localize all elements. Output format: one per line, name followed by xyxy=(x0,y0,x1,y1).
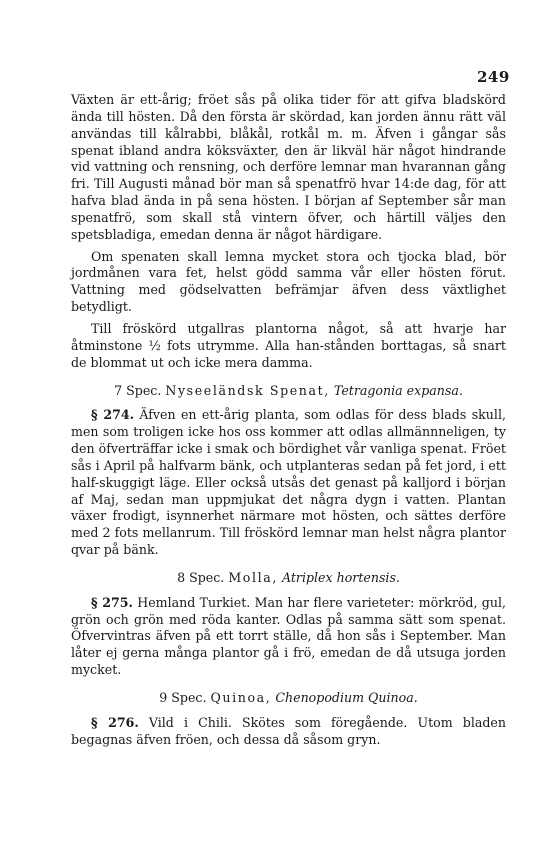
paragraph-274 xyxy=(71,407,506,559)
species-number: 8 Spec. xyxy=(177,569,225,585)
page-body xyxy=(71,92,506,749)
section-number: § 276. xyxy=(91,714,139,730)
species-latin-name: Chenopodium Quinoa. xyxy=(275,690,418,705)
page-number: 249 xyxy=(477,68,510,86)
paragraph-spinach-sowing: Växten är ett-årig; fröet sås på olika tider för att gifva bladskörd ända till hösten. Då den första är skördad, kan jorden ännu rätt väl användas till kålrabbi, blåkål, rotkål m. m. Äfven i gångar sås spenat ibland andra köksväxter, den är likväl här något hindrande vid vattning och rensning, och derföre lemnar man hvarannan gång fri. Till Augusti månad bör man så spenatfrö hvar 14:de dag, för att hafva blad ända in på sena hösten. I början af September sår man spenatfrö, som skall stå vintern öfver, och härtill väljes den spetsbladiga, emedan denna är något härdigare. xyxy=(71,92,506,242)
species-latin-name: Atriplex hortensis. xyxy=(281,569,400,585)
paragraph-text: Hemland Turkiet. Man har flere varieteter: mörkröd, gul, grön och grön med röda kanter. Odlas på samma sätt som spenat. Öfvervintras äfven på ett torrt ställe, då hon sås i September. Man låter ej gerna många plantor gå i frö, emedan de då utsuga jorden mycket. xyxy=(71,594,506,678)
species-latin-name: Tetragonia expansa. xyxy=(333,382,463,398)
species-name: Molla, xyxy=(228,569,278,585)
species-number: 7 Spec. xyxy=(114,382,162,398)
paragraph-text: Vild i Chili. Skötes som föregående. Utom bladen begagnas äfven fröen, och dessa då såsom gryn. xyxy=(71,714,506,747)
species-number: 9 Spec. xyxy=(159,690,207,705)
paragraph-276 xyxy=(71,715,506,749)
species-heading-8 xyxy=(71,570,506,587)
paragraph-spinach-seed-harvest: Till fröskörd utgallras plantorna något, så att hvarje har åtminstone ½ fots utrymme. Alla han-stånden borttagas, så snart de blommat ut och icke mera damma. xyxy=(71,320,506,370)
species-heading-7 xyxy=(71,383,506,400)
species-heading-9 xyxy=(71,690,506,707)
paragraph-spinach-soil: Om spenaten skall lemna mycket stora och tjocka blad, bör jordmånen vara fet, helst gödd samma vår eller hösten förut. Vattning med gödselvatten befrämjar äfven dess växtlighet betydligt. xyxy=(71,248,506,315)
species-name: Nyseeländsk Spenat, xyxy=(165,382,330,398)
species-name: Quinoa, xyxy=(210,690,272,705)
paragraph-275 xyxy=(71,595,506,679)
paragraph-text: Äfven en ett-årig planta, som odlas för dess blads skull, men som troligen icke hos oss kommer att odlas allmännneligen, ty den öfverträffar icke i smak och bördighet vår vanliga spenat. Fröet sås i April på halfvarm bänk, och utplanteras sedan på fet jord, i ett half-skuggigt läge. Eller också utsås det genast på kalljord i början af Maj, sedan man uppmjukat det några dygn i vatten. Plantan växer frodigt, isynnerhet närmare mot hösten, och sättes derföre med 2 fots mellanrum. Till fröskörd lemnar man helst några plantor qvar på bänk. xyxy=(71,407,506,558)
section-number: § 274. xyxy=(91,407,135,423)
section-number: § 275. xyxy=(91,594,133,610)
